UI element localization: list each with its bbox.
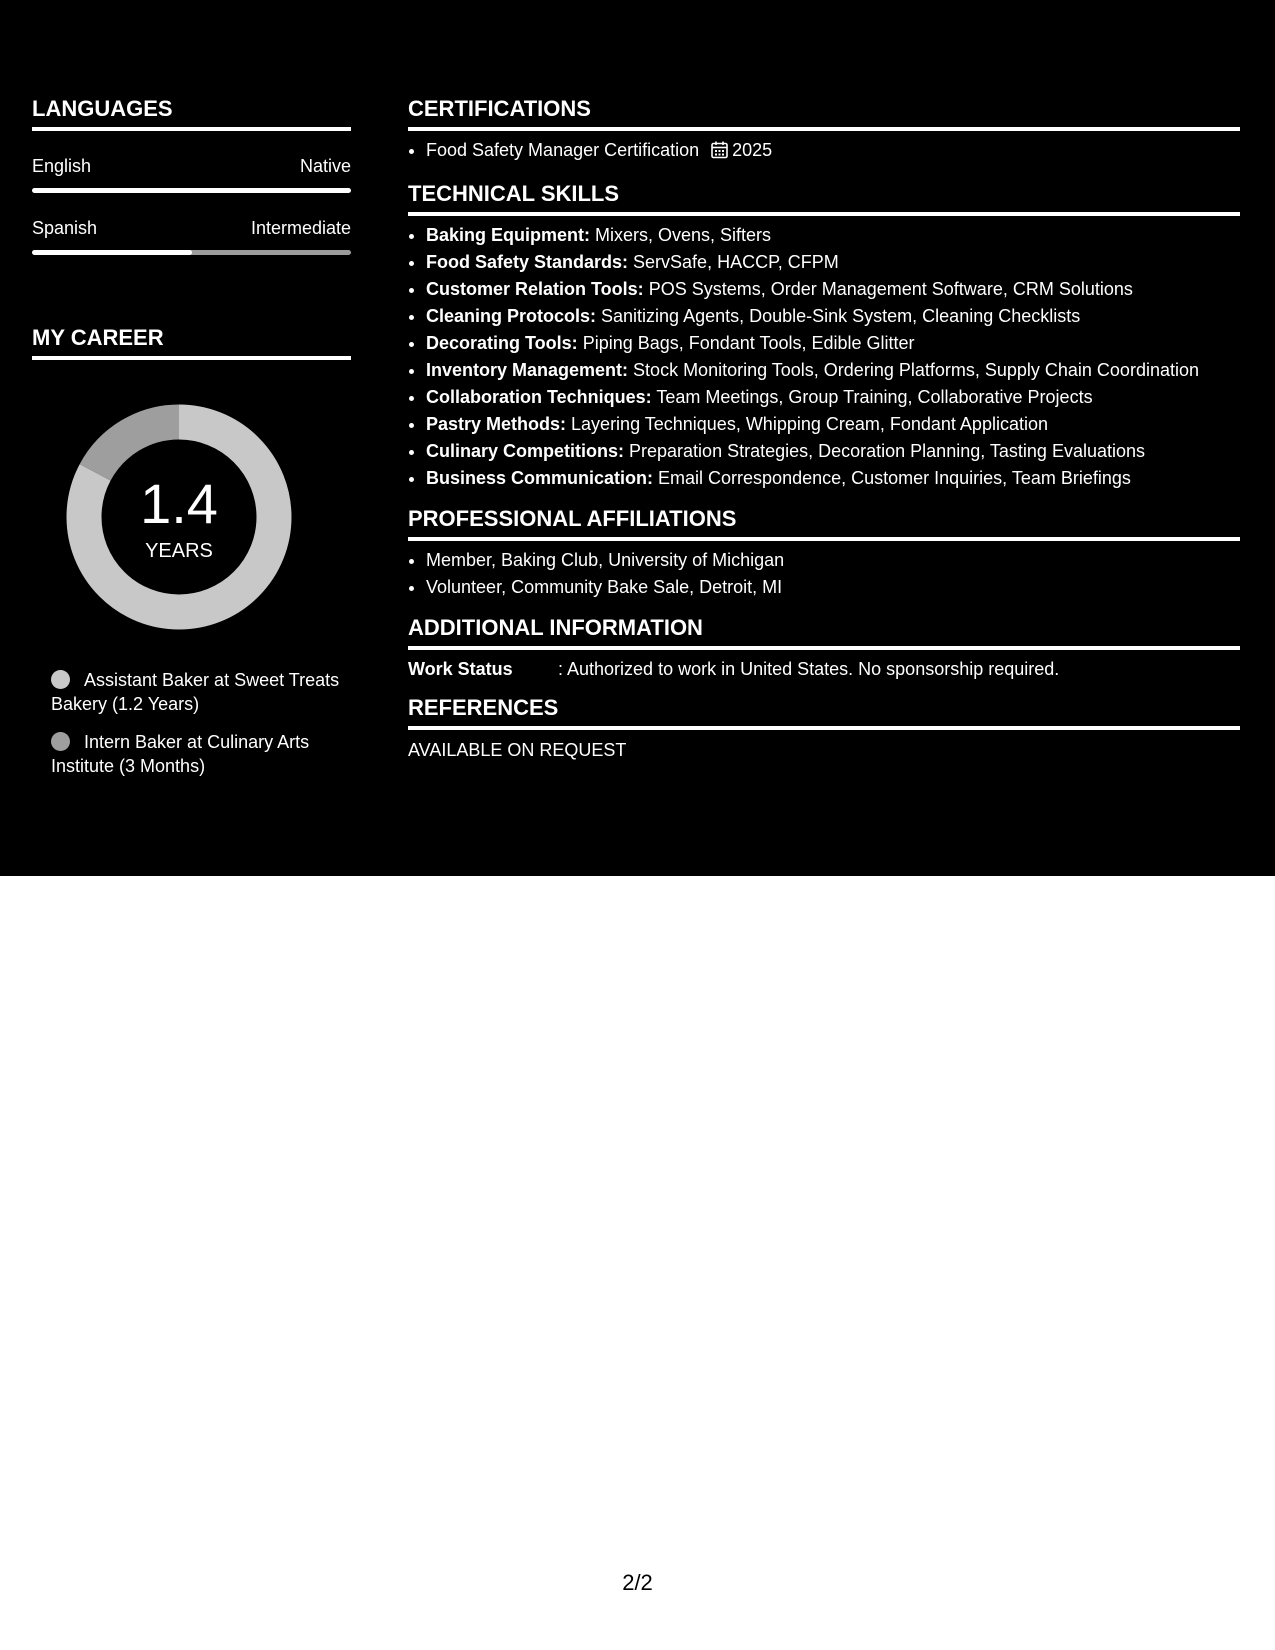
language-name: Spanish [32, 218, 98, 238]
language-proficiency-fill [32, 250, 192, 255]
additional-section [408, 615, 1240, 681]
certification-name: Food Safety Manager Certification [426, 140, 700, 160]
references-heading: REFERENCES [408, 695, 1240, 730]
language-level: Intermediate [250, 218, 351, 238]
skill-category: Baking Equipment: [426, 225, 591, 245]
skill-item [426, 222, 1240, 249]
language-row [32, 218, 351, 238]
skill-category: Customer Relation Tools: [426, 279, 644, 299]
right-column [408, 96, 1240, 775]
skills-section [408, 181, 1240, 492]
skill-item [426, 465, 1240, 492]
career-legend-label: Intern Baker at Culinary Arts Institute (3 Months) [51, 732, 310, 776]
career-legend-item [51, 730, 351, 778]
skills-heading: TECHNICAL SKILLS [408, 181, 1240, 216]
career-total-value: 1.4 [140, 472, 218, 535]
certification-year: 2025 [732, 140, 773, 160]
skill-values: Team Meetings, Group Training, Collaborative Projects [651, 387, 1093, 407]
work-status-row [408, 657, 1240, 681]
skill-category: Business Communication: [426, 468, 654, 488]
skill-values: Piping Bags, Fondant Tools, Edible Glitter [577, 333, 915, 353]
languages-list [32, 156, 351, 255]
skill-category: Pastry Methods: [426, 414, 567, 434]
references-section [408, 695, 1240, 761]
certifications-heading: CERTIFICATIONS [408, 96, 1240, 131]
skill-values: Mixers, Ovens, Sifters [590, 225, 772, 245]
languages-heading: LANGUAGES [32, 96, 351, 131]
skill-values: Stock Monitoring Tools, Ordering Platforms, Supply Chain Coordination [628, 360, 1199, 380]
skill-item [426, 330, 1240, 357]
career-legend [51, 668, 351, 778]
skill-values: Email Correspondence, Customer Inquiries, Team Briefings [653, 468, 1131, 488]
page-number: 2/2 [622, 1570, 653, 1595]
list-item [426, 137, 1240, 167]
skill-item [426, 384, 1240, 411]
career-legend-item [51, 668, 351, 716]
affiliation-item: • Volunteer, Community Bake Sale, Detroit, MI [426, 574, 1240, 601]
certifications-list [408, 137, 1240, 167]
language-proficiency-fill [32, 188, 351, 193]
language-name: English [32, 156, 92, 176]
skill-values: Sanitizing Agents, Double-Sink System, Cleaning Checklists [596, 306, 1081, 326]
language-level: Native [299, 156, 351, 176]
skills-list [408, 222, 1240, 492]
legend-dot-icon [51, 670, 70, 689]
skill-category: Inventory Management: [426, 360, 629, 380]
affiliation-item: • Member, Baking Club, University of Michigan [426, 547, 1240, 574]
skill-category: Decorating Tools: [426, 333, 578, 353]
career-donut-chart [66, 404, 292, 630]
affiliations-section [408, 506, 1240, 601]
skill-category: Cleaning Protocols: [426, 306, 597, 326]
calendar-icon [711, 140, 728, 167]
skill-values: Preparation Strategies, Decoration Planning, Tasting Evaluations [624, 441, 1145, 461]
affiliations-list [408, 547, 1240, 601]
career-legend-label: Assistant Baker at Sweet Treats Bakery (1.2 Years) [51, 670, 340, 714]
skill-item [426, 303, 1240, 330]
certifications-section [408, 96, 1240, 167]
references-text: AVAILABLE ON REQUEST [408, 740, 627, 760]
skill-category: Culinary Competitions: [426, 441, 625, 461]
career-total-unit: YEARS [145, 540, 213, 562]
additional-heading: ADDITIONAL INFORMATION [408, 615, 1240, 650]
skill-values: Layering Techniques, Whipping Cream, Fondant Application [566, 414, 1048, 434]
career-heading: MY CAREER [32, 325, 351, 360]
work-status-value: : Authorized to work in United States. No sponsorship required. [558, 659, 1060, 679]
skill-item [426, 357, 1240, 384]
skill-values: POS Systems, Order Management Software, CRM Solutions [643, 279, 1133, 299]
skill-item [426, 276, 1240, 303]
left-column [32, 96, 351, 792]
legend-dot-icon [51, 732, 70, 751]
language-proficiency-bar [32, 250, 351, 255]
affiliations-heading: PROFESSIONAL AFFILIATIONS [408, 506, 1240, 541]
skill-item [426, 411, 1240, 438]
language-proficiency-bar [32, 188, 351, 193]
skill-values: ServSafe, HACCP, CFPM [628, 252, 839, 272]
work-status-label: Work Status [408, 659, 513, 679]
skill-item [426, 438, 1240, 465]
skill-category: Collaboration Techniques: [426, 387, 652, 407]
language-row [32, 156, 351, 176]
skill-category: Food Safety Standards: [426, 252, 629, 272]
skill-item [426, 249, 1240, 276]
